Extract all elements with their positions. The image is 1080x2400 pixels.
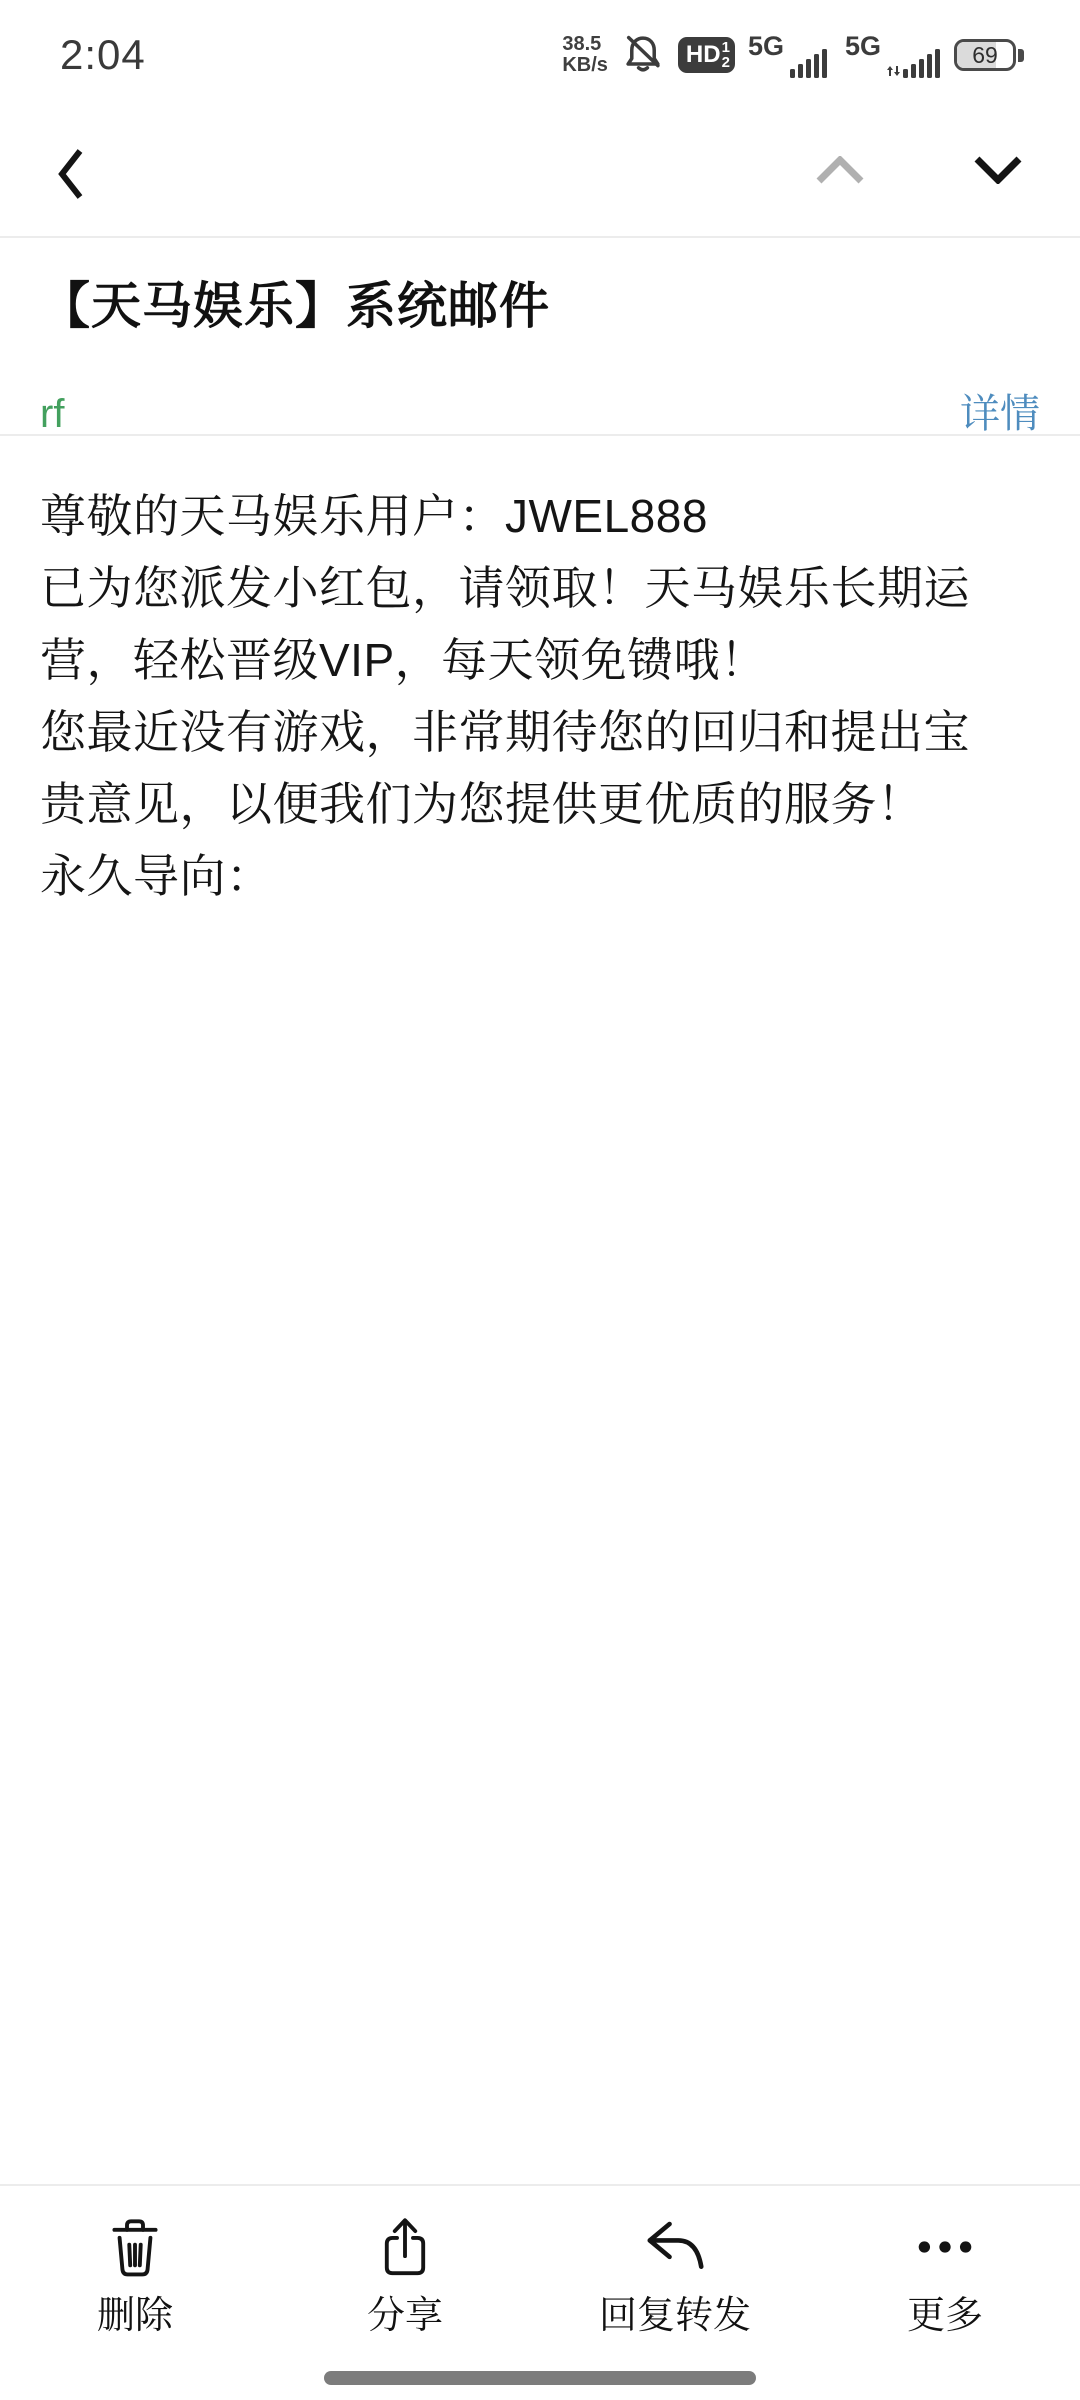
nav-bar (0, 104, 1080, 238)
more-dots-icon (912, 2214, 978, 2280)
body-line: 永久导向： (40, 850, 273, 902)
network-speed-value: 38.5 (562, 33, 602, 55)
network-speed-unit: KB/s (562, 54, 608, 76)
next-mail-button[interactable] (974, 156, 1022, 187)
more-label: 更多 (906, 2295, 983, 2337)
battery-percent: 69 (972, 41, 998, 68)
delete-label: 删除 (96, 2295, 173, 2337)
body-line: 已为您派发小红包，请领取！天马娱乐长期运 (40, 562, 970, 614)
hd-label: HD (685, 41, 721, 68)
signal-bars-arrows-icon (883, 46, 941, 78)
battery-nub (1018, 49, 1024, 62)
hd-sim1: 1 (721, 39, 730, 56)
network-speed (562, 34, 608, 76)
bell-slash-icon (621, 31, 665, 80)
share-button[interactable] (270, 2186, 540, 2400)
email-header (0, 240, 1080, 436)
chevron-down-icon (974, 172, 1022, 187)
bottom-toolbar (0, 2184, 1080, 2400)
clock: 2:04 (60, 31, 146, 78)
chevron-left-icon (58, 188, 84, 203)
sim2-network-label: 5G (844, 30, 881, 61)
reply-forward-label: 回复转发 (598, 2295, 751, 2337)
body-line: 贵意见，以便我们为您提供更优质的服务！ (40, 778, 924, 830)
sim1-network-label: 5G (747, 30, 784, 61)
status-icons (562, 31, 1024, 80)
hd-sim2: 2 (721, 54, 730, 71)
sim2-signal (844, 30, 941, 78)
email-subject: 【天马娱乐】系统邮件 (40, 278, 550, 334)
signal-bars-icon (786, 46, 832, 78)
share-label: 分享 (366, 2295, 443, 2337)
sender-name[interactable]: rf (40, 392, 65, 436)
reply-forward-button[interactable] (540, 2186, 810, 2400)
body-line: 营，轻松晋级VIP，每天领免镄哦！ (40, 634, 767, 686)
reply-forward-icon (640, 2214, 710, 2280)
battery-icon (954, 39, 1024, 71)
body-line: 您最近没有游戏，非常期待您的回归和提出宝 (40, 706, 970, 758)
details-link[interactable]: 详情 (960, 392, 1040, 436)
chevron-up-icon (816, 172, 864, 187)
body-line: 尊敬的天马娱乐用户：JWEL888 (40, 490, 708, 542)
home-indicator[interactable] (324, 2371, 756, 2385)
volte-hd-icon (678, 37, 735, 73)
status-bar (0, 0, 1080, 104)
email-body (40, 436, 1040, 912)
sender-row (40, 382, 1040, 439)
share-icon (377, 2214, 433, 2280)
trash-icon (106, 2214, 164, 2280)
sim1-signal (747, 30, 832, 78)
back-button[interactable] (58, 148, 84, 203)
previous-mail-button[interactable] (816, 156, 864, 187)
more-button[interactable] (810, 2186, 1080, 2400)
delete-button[interactable] (0, 2186, 270, 2400)
